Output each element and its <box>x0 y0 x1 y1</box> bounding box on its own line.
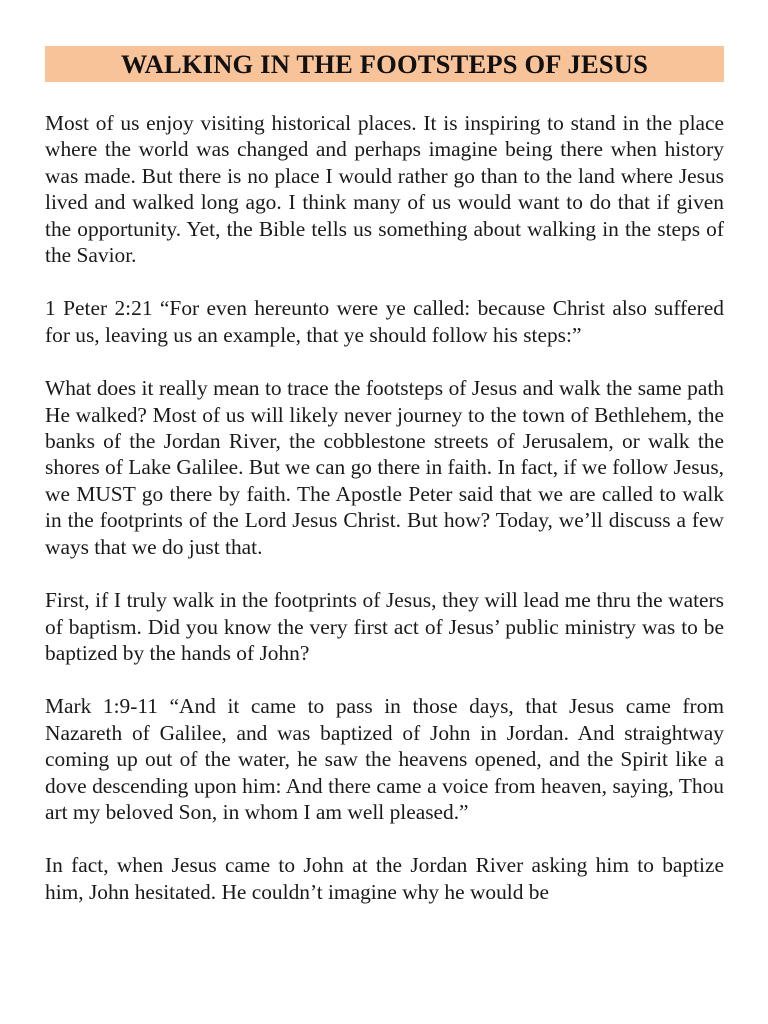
paragraph-footsteps-question: What does it really mean to trace the footsteps of Jesus and walk the same path He walked? Most of us will likely never journey to the town of Bethlehem, the banks of the Jordan River, the cobblestone streets of Jerusalem, or walk the shores of Lake Galilee. But we can go there in faith. In fact, if we follow Jesus, we MUST go there by faith. The Apostle Peter said that we are called to walk in the footprints of the Lord Jesus Christ. But how? Today, we’ll discuss a few ways that we do just that. <box>45 376 724 559</box>
paragraph-intro: Most of us enjoy visiting historical places. It is inspiring to stand in the place where the world was changed and perhaps imagine being there when history was made. But there is no place I would rather go than to the land where Jesus lived and walked long ago. I think many of us would want to do that if given the opportunity. Yet, the Bible tells us something about walking in the steps of the Savior. <box>45 111 724 268</box>
paragraph-baptism: First, if I truly walk in the footprints of Jesus, they will lead me thru the waters of baptism. Did you know the very first act of Jesus’ public ministry was to be baptized by the hands of John? <box>45 588 724 665</box>
paragraph-mark-verse: Mark 1:9-11 “And it came to pass in those days, that Jesus came from Nazareth of Galilee, and was baptized of John in Jordan. And straightway coming up out of the water, he saw the heavens opened, and the Spirit like a dove descending upon him: And there came a voice from heaven, saying, Thou art my beloved Son, in whom I am well pleased.” <box>45 694 724 824</box>
paragraph-john-hesitated: In fact, when Jesus came to John at the Jordan River asking him to baptize him, John hesitated. He couldn’t imagine why he would be <box>45 853 724 904</box>
page-title: WALKING IN THE FOOTSTEPS OF JESUS <box>120 48 649 79</box>
title-banner <box>45 46 724 82</box>
paragraph-1-peter-verse: 1 Peter 2:21 “For even hereunto were ye called: because Christ also suffered for us, leaving us an example, that ye should follow his steps:” <box>45 296 724 347</box>
